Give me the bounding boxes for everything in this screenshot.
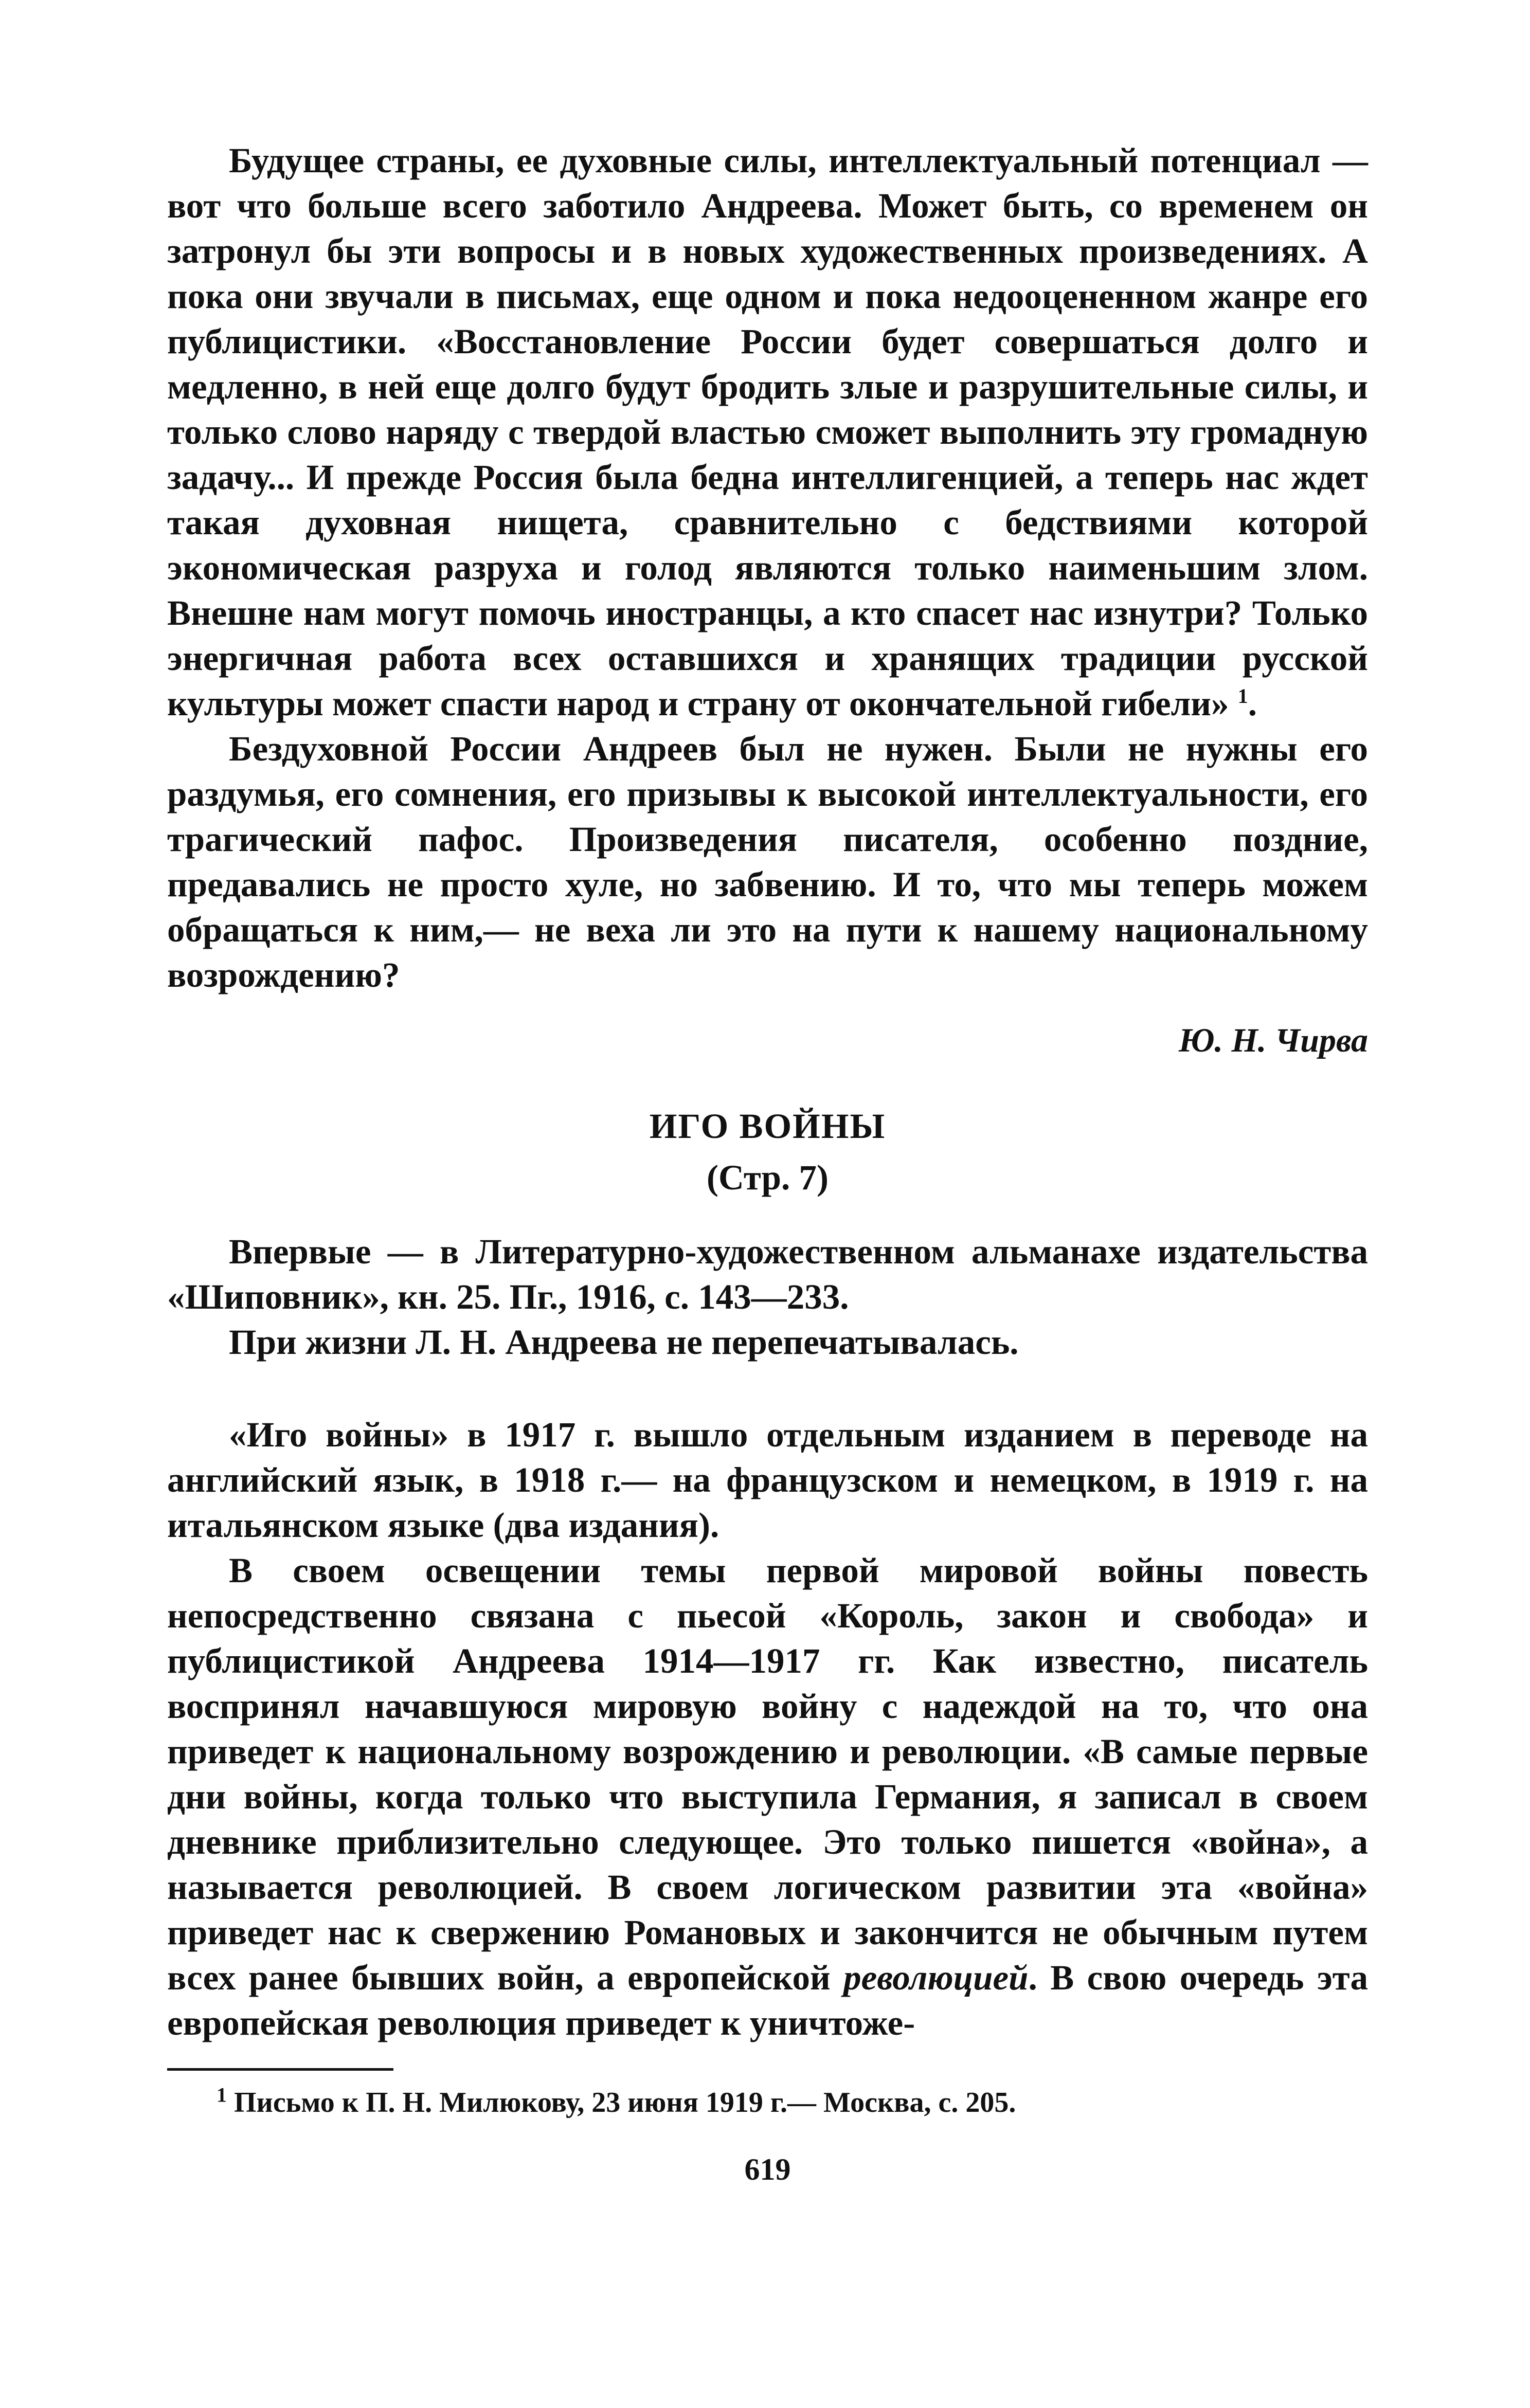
section-page-reference: (Стр. 7) — [707, 1158, 829, 1197]
page-body — [167, 138, 1368, 2188]
page-number: 619 — [744, 2152, 791, 2186]
commentary-paragraph-2 — [167, 1548, 1368, 2045]
commentary-paragraph-2-text: В своем освещении темы первой мировой войны повесть непосредственно связана с пьесой «Король, закон и свобода» и публицистикой Андреева 1914—1917 гг. Как известно, писатель воспринял начавшуюся мировую войну с надеждой на то, что она приведет к национальному возрождению и революции. «В самые первые дни войны, когда только что выступила Германия, я записал в своем дневнике приблизительно следующее. Это только пишется «война», а называется революцией. В своем логическом развитии эта «война» приведет нас к свержению Романовых и закончится не обычным путем всех ранее бывших войн, а европейской — [167, 1551, 1368, 1997]
commentary — [167, 1412, 1368, 2045]
author-signature: Ю. Н. Чирва — [1178, 1022, 1368, 1059]
section-title: ИГО ВОЙНЫ — [649, 1107, 886, 1146]
footnote-text: Письмо к П. Н. Милюкову, 23 июня 1919 г.— Москва, с. 205. — [234, 2087, 1016, 2119]
commentary-paragraph-2-end: . В свою очередь эта европейская революция приведет к уничтоже- — [167, 1958, 1368, 2042]
publication-line-1: Впервые — в Литературно-художественном альманахе издательства «Шиповник», кн. 25. Пг., 1916, с. 143—233. — [167, 1232, 1368, 1316]
intro-paragraph-1-text: Будущее страны, ее духовные силы, интеллектуальный потенциал — вот что больше всего заботило Андреева. Может быть, со временем он затронул бы эти вопросы и в новых художественных произведениях. А пока они звучали в письмах, еще одном и пока недооцененном жанре его публицистики. «Восстановление России будет совершаться долго и медленно, в ней еще долго будут бродить злые и разрушительные силы, и только слово наряду с твердой властью сможет выполнить эту громадную задачу... И прежде Россия была бедна интеллигенцией, а теперь нас ждет такая духовная нищета, сравнительно с бедствиями которой экономическая разруха и голод являются только наименьшим злом. Внешне нам могут помочь иностранцы, а кто спасет нас изнутри? Только энергичная работа всех оставшихся и хранящих традиции русской культуры может спасти народ и страну от окончательной гибели» — [167, 141, 1368, 723]
intro-paragraph-2: Бездуховной России Андреев был не нужен. Были не нужны его раздумья, его сомнения, его призывы к высокой интеллектуальности, его трагический пафос. Произведения писателя, особенно поздние, предавались не просто хуле, но забвению. И то, что мы теперь можем обращаться к ним,— не веха ли это на пути к нашему национальному возрождению? — [167, 729, 1368, 994]
publication-line-2: При жизни Л. Н. Андреева не перепечатывалась. — [229, 1323, 1019, 1362]
intro-paragraph-1-end: . — [1248, 684, 1257, 723]
emphasized-word: революцией — [843, 1958, 1029, 1997]
footnote — [167, 2084, 1368, 2121]
footnote-divider — [167, 2068, 393, 2071]
publication-info — [167, 1229, 1368, 1365]
footnote-reference: 1 — [1237, 684, 1248, 708]
intro-paragraph-1 — [167, 138, 1368, 726]
commentary-paragraph-1: «Иго войны» в 1917 г. вышло отдельным изданием в переводе на английский язык, в 1918 г.— на французском и немецком, в 1919 г. на итальянском языке (два издания). — [167, 1415, 1368, 1545]
footnote-marker: 1 — [217, 2083, 227, 2107]
